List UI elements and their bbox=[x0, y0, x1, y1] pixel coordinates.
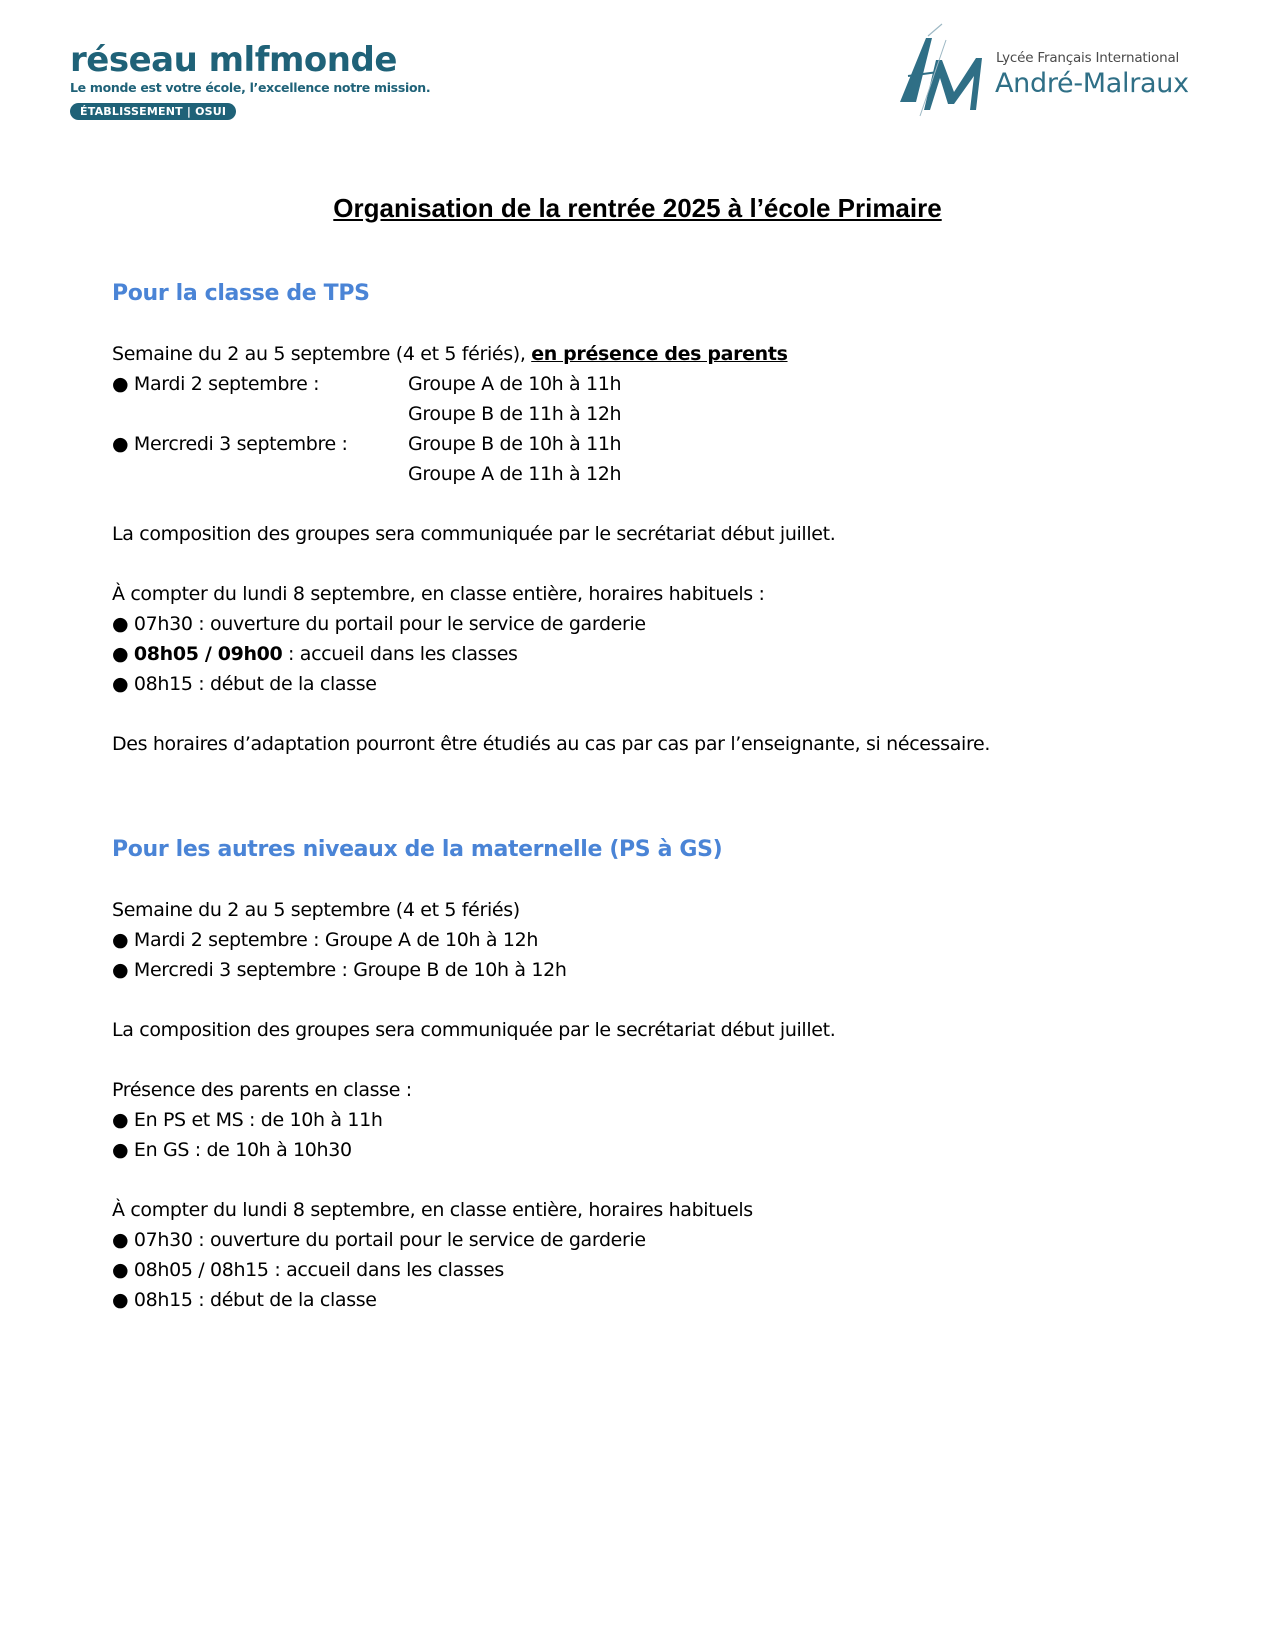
maternelle-regular-item: ● 08h15 : début de la classe bbox=[112, 1289, 377, 1311]
maternelle-schedule-item: ● Mardi 2 septembre : Groupe A de 10h à 12h bbox=[112, 929, 539, 951]
tps-groups-note: La composition des groupes sera communiquée par le secrétariat début juillet. bbox=[112, 523, 836, 545]
maternelle-parents-item: ● En PS et MS : de 10h à 11h bbox=[112, 1109, 383, 1131]
tps-schedule-row bbox=[112, 369, 1212, 399]
maternelle-regular-intro: À compter du lundi 8 septembre, en classe entière, horaires habituels bbox=[112, 1199, 753, 1221]
tps-regular-item-bold-time: 08h05 / 09h00 bbox=[133, 643, 283, 665]
am-monogram-icon bbox=[896, 20, 992, 120]
tps-schedule-day: ● Mercredi 3 septembre : bbox=[112, 433, 348, 455]
tps-schedule-slot: Groupe A de 10h à 11h bbox=[408, 373, 622, 395]
maternelle-parents-intro: Présence des parents en classe : bbox=[112, 1079, 412, 1101]
tps-schedule-slot: Groupe B de 10h à 11h bbox=[408, 433, 622, 455]
section-heading-maternelle: Pour les autres niveaux de la maternelle (PS à GS) bbox=[112, 837, 723, 862]
mlfmonde-logo-badge: ÉTABLISSEMENT | OSUI bbox=[70, 103, 236, 120]
tps-week-emphasis: en présence des parents bbox=[531, 343, 788, 365]
school-subtitle: Lycée Français International bbox=[996, 50, 1180, 66]
tps-week-intro: Semaine du 2 au 5 septembre (4 et 5 fériés), en présence des parents bbox=[112, 343, 788, 365]
andre-malraux-logo bbox=[896, 20, 1216, 120]
tps-schedule-row bbox=[112, 429, 1212, 459]
maternelle-regular-item: ● 08h05 / 08h15 : accueil dans les classes bbox=[112, 1259, 504, 1281]
section-tps bbox=[112, 279, 1212, 759]
maternelle-week-intro: Semaine du 2 au 5 septembre (4 et 5 fériés) bbox=[112, 899, 520, 921]
tps-regular-item: ● 08h15 : début de la classe bbox=[112, 673, 377, 695]
maternelle-regular-item: ● 07h30 : ouverture du portail pour le service de garderie bbox=[112, 1229, 646, 1251]
maternelle-schedule-item: ● Mercredi 3 septembre : Groupe B de 10h à 12h bbox=[112, 959, 567, 981]
mlfmonde-logo bbox=[70, 40, 431, 120]
section-maternelle bbox=[112, 835, 1212, 1315]
document-title: Organisation de la rentrée 2025 à l’école Primaire bbox=[333, 193, 942, 223]
maternelle-groups-note: La composition des groupes sera communiquée par le secrétariat début juillet. bbox=[112, 1019, 836, 1041]
school-name: André-Malraux bbox=[995, 68, 1189, 99]
tps-schedule-day: ● Mardi 2 septembre : bbox=[112, 373, 320, 395]
tps-schedule-slot: Groupe A de 11h à 12h bbox=[408, 463, 622, 485]
tps-schedule-slot: Groupe B de 11h à 12h bbox=[408, 403, 622, 425]
tps-regular-intro: À compter du lundi 8 septembre, en classe entière, horaires habituels : bbox=[112, 583, 765, 605]
mlfmonde-logo-name: réseau mlfmonde bbox=[70, 40, 397, 80]
tps-regular-item: ● 07h30 : ouverture du portail pour le service de garderie bbox=[112, 613, 646, 635]
maternelle-parents-item: ● En GS : de 10h à 10h30 bbox=[112, 1139, 352, 1161]
tps-regular-item: ● 08h05 / 09h00 : accueil dans les classes bbox=[112, 643, 518, 665]
tps-adaptation-note: Des horaires d’adaptation pourront être étudiés au cas par cas par l’enseignante, si nécessaire. bbox=[112, 733, 991, 755]
mlfmonde-logo-tagline: Le monde est votre école, l’excellence notre mission. bbox=[70, 80, 431, 95]
section-heading-tps: Pour la classe de TPS bbox=[112, 281, 370, 306]
